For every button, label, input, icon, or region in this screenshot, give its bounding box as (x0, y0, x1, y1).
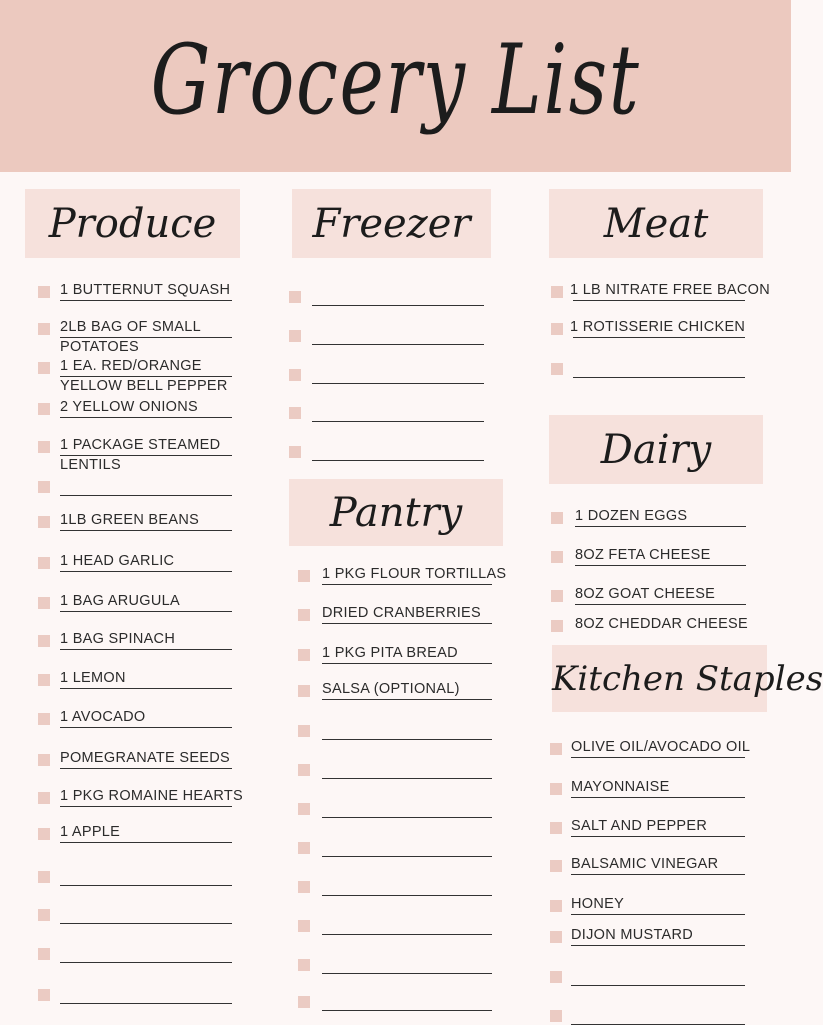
item-underline (322, 856, 492, 857)
item-underline (571, 945, 745, 946)
category-title: Pantry (329, 489, 463, 536)
item-checkbox[interactable] (38, 713, 50, 725)
item-underline (322, 663, 492, 664)
item-underline (575, 565, 746, 566)
item-underline (322, 584, 492, 585)
item-checkbox[interactable] (298, 842, 310, 854)
item-text: 1 PKG PITA BREAD (322, 645, 458, 661)
item-text: 1 PKG FLOUR TORTILLAS (322, 566, 507, 582)
item-checkbox[interactable] (551, 551, 563, 563)
item-underline (312, 460, 484, 461)
page-title: Grocery List (150, 24, 641, 136)
item-checkbox[interactable] (550, 860, 562, 872)
item-underline (322, 739, 492, 740)
item-checkbox[interactable] (551, 286, 563, 298)
item-underline (571, 836, 745, 837)
item-checkbox[interactable] (38, 635, 50, 647)
item-checkbox[interactable] (38, 674, 50, 686)
item-text: 8OZ FETA CHEESE (575, 547, 711, 563)
item-checkbox[interactable] (551, 590, 563, 602)
item-text: 1 APPLE (60, 824, 121, 840)
item-text: 1 EA. RED/ORANGE (60, 358, 202, 374)
item-underline (322, 699, 492, 700)
item-underline (312, 383, 484, 384)
item-underline (60, 962, 232, 963)
item-checkbox[interactable] (38, 481, 50, 493)
item-checkbox[interactable] (550, 971, 562, 983)
item-checkbox[interactable] (298, 764, 310, 776)
item-text: DIJON MUSTARD (571, 927, 694, 943)
item-checkbox[interactable] (298, 609, 310, 621)
item-text: 1 BUTTERNUT SQUASH (60, 282, 231, 298)
item-checkbox[interactable] (289, 291, 301, 303)
item-checkbox[interactable] (298, 685, 310, 697)
category-header-freezer (292, 189, 491, 258)
item-underline (60, 417, 232, 418)
item-text: 1 HEAD GARLIC (60, 553, 175, 569)
item-checkbox[interactable] (289, 369, 301, 381)
item-underline (312, 421, 484, 422)
item-checkbox[interactable] (550, 931, 562, 943)
item-text: YELLOW BELL PEPPER (60, 378, 228, 394)
item-underline (60, 300, 232, 301)
item-underline (322, 778, 492, 779)
item-underline (575, 604, 746, 605)
item-checkbox[interactable] (38, 792, 50, 804)
item-underline (60, 885, 232, 886)
item-underline (322, 623, 492, 624)
item-underline (60, 768, 232, 769)
item-underline (312, 305, 484, 306)
item-underline (573, 377, 745, 378)
item-checkbox[interactable] (38, 516, 50, 528)
item-checkbox[interactable] (551, 620, 563, 632)
item-checkbox[interactable] (298, 920, 310, 932)
item-underline (60, 649, 232, 650)
item-checkbox[interactable] (38, 754, 50, 766)
item-underline (60, 806, 232, 807)
item-underline (573, 337, 745, 338)
item-underline (322, 934, 492, 935)
category-header-pantry (289, 479, 503, 546)
item-underline (60, 842, 232, 843)
item-checkbox[interactable] (298, 881, 310, 893)
item-text: 1 PACKAGE STEAMED (60, 437, 221, 453)
item-text: 1 PKG ROMAINE HEARTS (60, 788, 243, 804)
item-checkbox[interactable] (38, 909, 50, 921)
item-underline (60, 495, 232, 496)
item-text: 1 BAG ARUGULA (60, 593, 180, 609)
item-underline (573, 300, 745, 301)
item-checkbox[interactable] (38, 286, 50, 298)
item-checkbox[interactable] (289, 446, 301, 458)
item-text: POTATOES (60, 339, 139, 355)
item-checkbox[interactable] (298, 996, 310, 1008)
item-checkbox[interactable] (38, 948, 50, 960)
item-checkbox[interactable] (289, 330, 301, 342)
item-underline (60, 571, 232, 572)
item-underline (312, 344, 484, 345)
item-text: 1 LB NITRATE FREE BACON (570, 282, 771, 298)
item-checkbox[interactable] (38, 989, 50, 1001)
item-checkbox[interactable] (38, 362, 50, 374)
item-checkbox[interactable] (289, 407, 301, 419)
category-title: Dairy (600, 426, 712, 473)
category-title: Produce (48, 200, 217, 247)
item-underline (60, 455, 232, 456)
item-checkbox[interactable] (38, 597, 50, 609)
item-text: 2 YELLOW ONIONS (60, 399, 198, 415)
category-title: Freezer (312, 200, 471, 247)
item-text: SALSA (OPTIONAL) (322, 681, 460, 697)
item-underline (571, 797, 745, 798)
item-text: MAYONNAISE (571, 779, 670, 795)
item-checkbox[interactable] (38, 441, 50, 453)
item-checkbox[interactable] (550, 900, 562, 912)
item-checkbox[interactable] (38, 403, 50, 415)
item-checkbox[interactable] (298, 570, 310, 582)
item-text: 1 DOZEN EGGS (575, 508, 688, 524)
item-text: 1 ROTISSERIE CHICKEN (570, 319, 746, 335)
item-checkbox[interactable] (298, 649, 310, 661)
item-text: DRIED CRANBERRIES (322, 605, 481, 621)
item-text: 1 AVOCADO (60, 709, 146, 725)
category-title: Meat (603, 200, 709, 247)
item-text: POMEGRANATE SEEDS (60, 750, 231, 766)
item-underline (60, 923, 232, 924)
item-checkbox[interactable] (550, 743, 562, 755)
item-checkbox[interactable] (38, 323, 50, 335)
item-underline (60, 727, 232, 728)
item-text: HONEY (571, 896, 625, 912)
category-title: Kitchen Staples (552, 658, 823, 699)
item-text: 2LB BAG OF SMALL (60, 319, 201, 335)
item-checkbox[interactable] (550, 783, 562, 795)
item-checkbox[interactable] (551, 512, 563, 524)
item-underline (60, 530, 232, 531)
item-underline (60, 611, 232, 612)
item-underline (322, 895, 492, 896)
item-underline (60, 376, 232, 377)
item-text: LENTILS (60, 457, 121, 473)
item-text: 8OZ GOAT CHEESE (575, 586, 716, 602)
category-header-produce (25, 189, 240, 258)
item-text: 1 LEMON (60, 670, 126, 686)
item-underline (322, 973, 492, 974)
item-text: SALT AND PEPPER (571, 818, 708, 834)
item-underline (575, 526, 746, 527)
item-underline (60, 337, 232, 338)
item-text: BALSAMIC VINEGAR (571, 856, 719, 872)
category-header-kitchen-staples (552, 645, 823, 712)
item-underline (60, 1003, 232, 1004)
item-text: 1LB GREEN BEANS (60, 512, 200, 528)
item-text: 1 BAG SPINACH (60, 631, 176, 647)
item-checkbox[interactable] (550, 1010, 562, 1022)
category-header-dairy (549, 415, 763, 484)
item-underline (571, 985, 745, 986)
item-underline (571, 914, 745, 915)
item-underline (322, 817, 492, 818)
item-checkbox[interactable] (298, 725, 310, 737)
item-checkbox[interactable] (551, 323, 563, 335)
item-underline (571, 874, 745, 875)
item-text: OLIVE OIL/AVOCADO OIL (571, 739, 751, 755)
category-header-meat (549, 189, 763, 258)
item-checkbox[interactable] (38, 828, 50, 840)
item-checkbox[interactable] (38, 871, 50, 883)
item-underline (322, 1010, 492, 1011)
item-checkbox[interactable] (298, 959, 310, 971)
item-checkbox[interactable] (551, 363, 563, 375)
item-checkbox[interactable] (550, 822, 562, 834)
item-text: 8OZ CHEDDAR CHEESE (575, 616, 748, 632)
item-underline (60, 688, 232, 689)
item-underline (571, 757, 745, 758)
item-checkbox[interactable] (38, 557, 50, 569)
item-checkbox[interactable] (298, 803, 310, 815)
